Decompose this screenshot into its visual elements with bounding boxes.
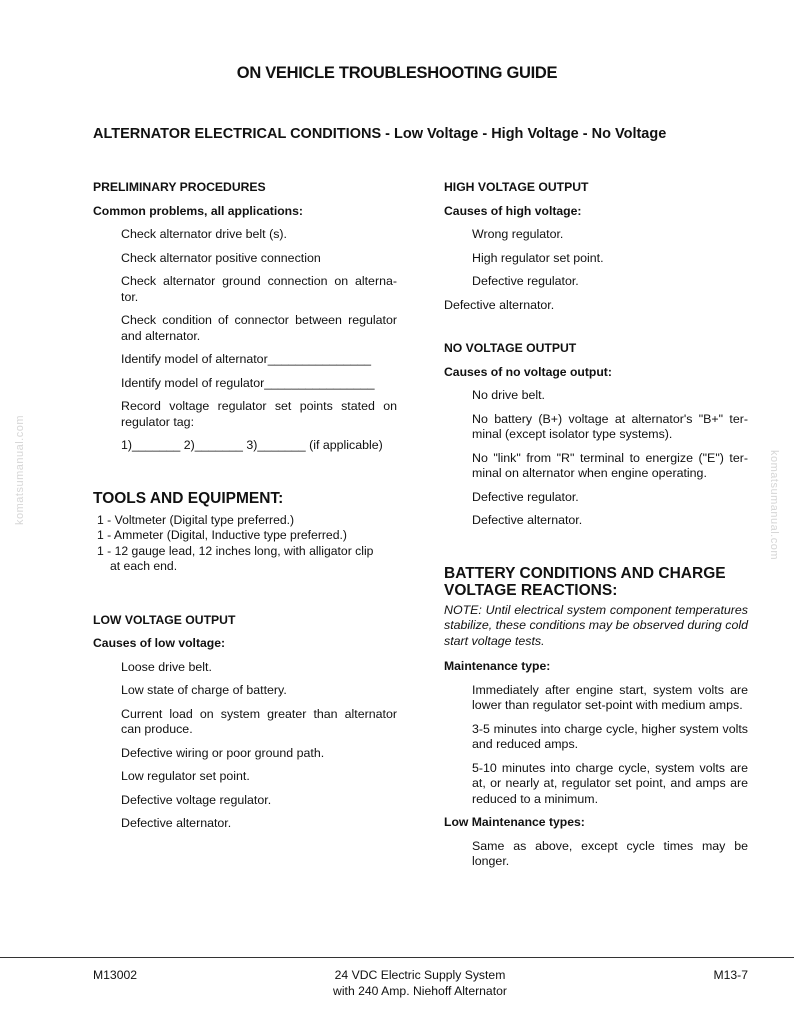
no-voltage-subheading: Causes of no voltage output: [444,364,612,379]
battery-heading-line1: BATTERY CONDITIONS AND CHARGE [444,564,726,582]
no-voltage-item: Defective regulator. [472,489,579,504]
watermark-left: komatsumanual.com [14,415,26,525]
footer-title-line1: 24 VDC Electric Supply System [334,968,506,982]
low-voltage-subheading: Causes of low voltage: [93,636,226,650]
no-voltage-item: No drive belt. [472,388,546,402]
section-title: ALTERNATOR ELECTRICAL CONDITIONS - Low Voltage - High Voltage - No Voltage [93,126,667,142]
preliminary-item: Identify model of alternator_______________ [121,352,372,366]
low-maintenance-heading: Low Maintenance types: [444,815,585,829]
tools-item: 1 - Voltmeter (Digital type preferred.) [97,512,295,527]
maintenance-item: 5-10 minutes into charge cycle, system volts are at, or nearly at, regulator set point, and amps are reduced to a minimum. [472,760,748,806]
no-voltage-item: Defective alternator. [472,513,583,527]
battery-heading-line2: VOLTAGE REACTIONS: [444,581,618,599]
preliminary-item: Check condition of connector between regulator and alternator. [121,313,397,343]
page-title: ON VEHICLE TROUBLESHOOTING GUIDE [236,64,558,82]
high-voltage-item: Defective regulator. [472,274,579,288]
tools-heading: TOOLS AND EQUIPMENT: [93,489,284,507]
tools-item: at each end. [110,559,178,573]
high-voltage-item: High regulator set point. [472,250,604,265]
low-voltage-item: Current load on system greater than alternator can produce. [121,706,397,736]
no-voltage-heading: NO VOLTAGE OUTPUT [444,341,577,355]
low-voltage-item: Defective voltage regulator. [121,792,272,807]
maintenance-item: Immediately after engine start, system volts are lower than regulator set-point with medium amps. [472,682,748,712]
preliminary-item: Identify model of regulator________________ [121,375,375,390]
maintenance-item: 3-5 minutes into charge cycle, higher system volts and reduced amps. [472,721,748,751]
low-voltage-item: Defective alternator. [121,816,232,830]
low-voltage-item: Loose drive belt. [121,659,212,674]
tools-list [97,513,397,575]
footer-divider [0,957,794,958]
tools-item: 1 - Ammeter (Digital, Inductive type preferred.) [97,528,347,542]
low-maintenance-item: Same as above, except cycle times may be longer. [472,838,748,868]
preliminary-item: Record voltage regulator set points stated on regulator tag: [121,399,397,429]
high-voltage-subheading: Causes of high voltage: [444,203,582,218]
footer-doc-number: M13002 [93,968,138,982]
no-voltage-item: No "link" from "R" terminal to energize ("E") ter-minal on alternator when engine operating. [472,450,748,480]
low-voltage-item: Defective wiring or poor ground path. [121,745,325,760]
footer-page-number: M13-7 [713,968,748,982]
preliminary-heading: PRELIMINARY PROCEDURES [93,180,266,194]
low-voltage-heading: LOW VOLTAGE OUTPUT [93,612,236,627]
preliminary-item: Check alternator ground connection on alterna-tor. [121,274,397,304]
right-column [444,180,748,870]
high-voltage-extra: Defective alternator. [444,297,555,312]
low-voltage-item: Low state of charge of battery. [121,683,287,697]
preliminary-item: Check alternator positive connection [121,250,321,265]
high-voltage-heading: HIGH VOLTAGE OUTPUT [444,180,589,194]
high-voltage-item: Wrong regulator. [472,227,564,241]
low-voltage-item: Low regulator set point. [121,769,250,783]
maintenance-heading: Maintenance type: [444,659,551,673]
preliminary-item: Check alternator drive belt (s). [121,227,287,241]
preliminary-item: 1)_______ 2)_______ 3)_______ (if applicable) [121,438,383,452]
preliminary-subheading: Common problems, all applications: [93,203,303,218]
tools-item: 1 - 12 gauge lead, 12 inches long, with alligator clip [97,543,374,558]
no-voltage-item: No battery (B+) voltage at alternator's "B+" ter-minal (except isolator type systems). [472,411,748,441]
footer-title-line2: with 240 Amp. Niehoff Alternator [333,983,507,998]
footer-title [247,968,593,999]
left-column [93,180,397,832]
battery-heading [444,565,748,599]
battery-note: NOTE: Until electrical system component temperatures stabilize, these conditions may be observed during cold start voltage tests. [444,602,748,648]
watermark-right: komatsumanual.com [768,450,780,560]
